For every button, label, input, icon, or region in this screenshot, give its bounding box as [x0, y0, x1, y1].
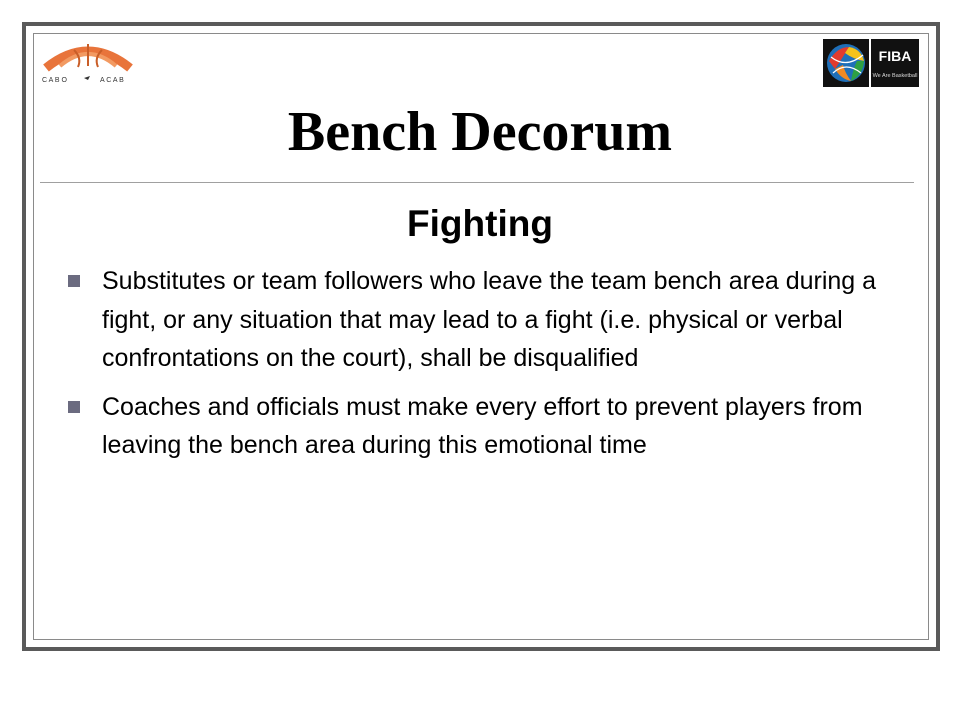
logo-left-text-acab: A C A B	[100, 77, 124, 84]
bullet-item	[68, 262, 908, 378]
square-bullet-icon	[68, 401, 80, 413]
cabo-acab-logo-icon	[38, 40, 138, 86]
square-bullet-icon	[68, 275, 80, 287]
fiba-brand-text: FIBA	[878, 48, 912, 64]
slide-subtitle: Fighting	[407, 203, 553, 244]
bullet-list	[68, 262, 908, 475]
slide-title: Bench Decorum	[287, 101, 673, 163]
fiba-tagline-text: We Are Basketball	[872, 73, 918, 79]
fiba-logo-icon	[823, 39, 919, 87]
bullet-text: Substitutes or team followers who leave the team bench area during a fight, or any situation that may lead to a fight (i.e. physical or verbal confrontations on the court), shall be disqualified	[102, 267, 877, 372]
bullet-text: Coaches and officials must make every effort to prevent players from leaving the bench area during this emotional time	[102, 392, 863, 459]
logo-left-text-cabo: C A B O	[42, 77, 67, 84]
bullet-item	[68, 388, 908, 465]
title-divider	[40, 182, 914, 183]
